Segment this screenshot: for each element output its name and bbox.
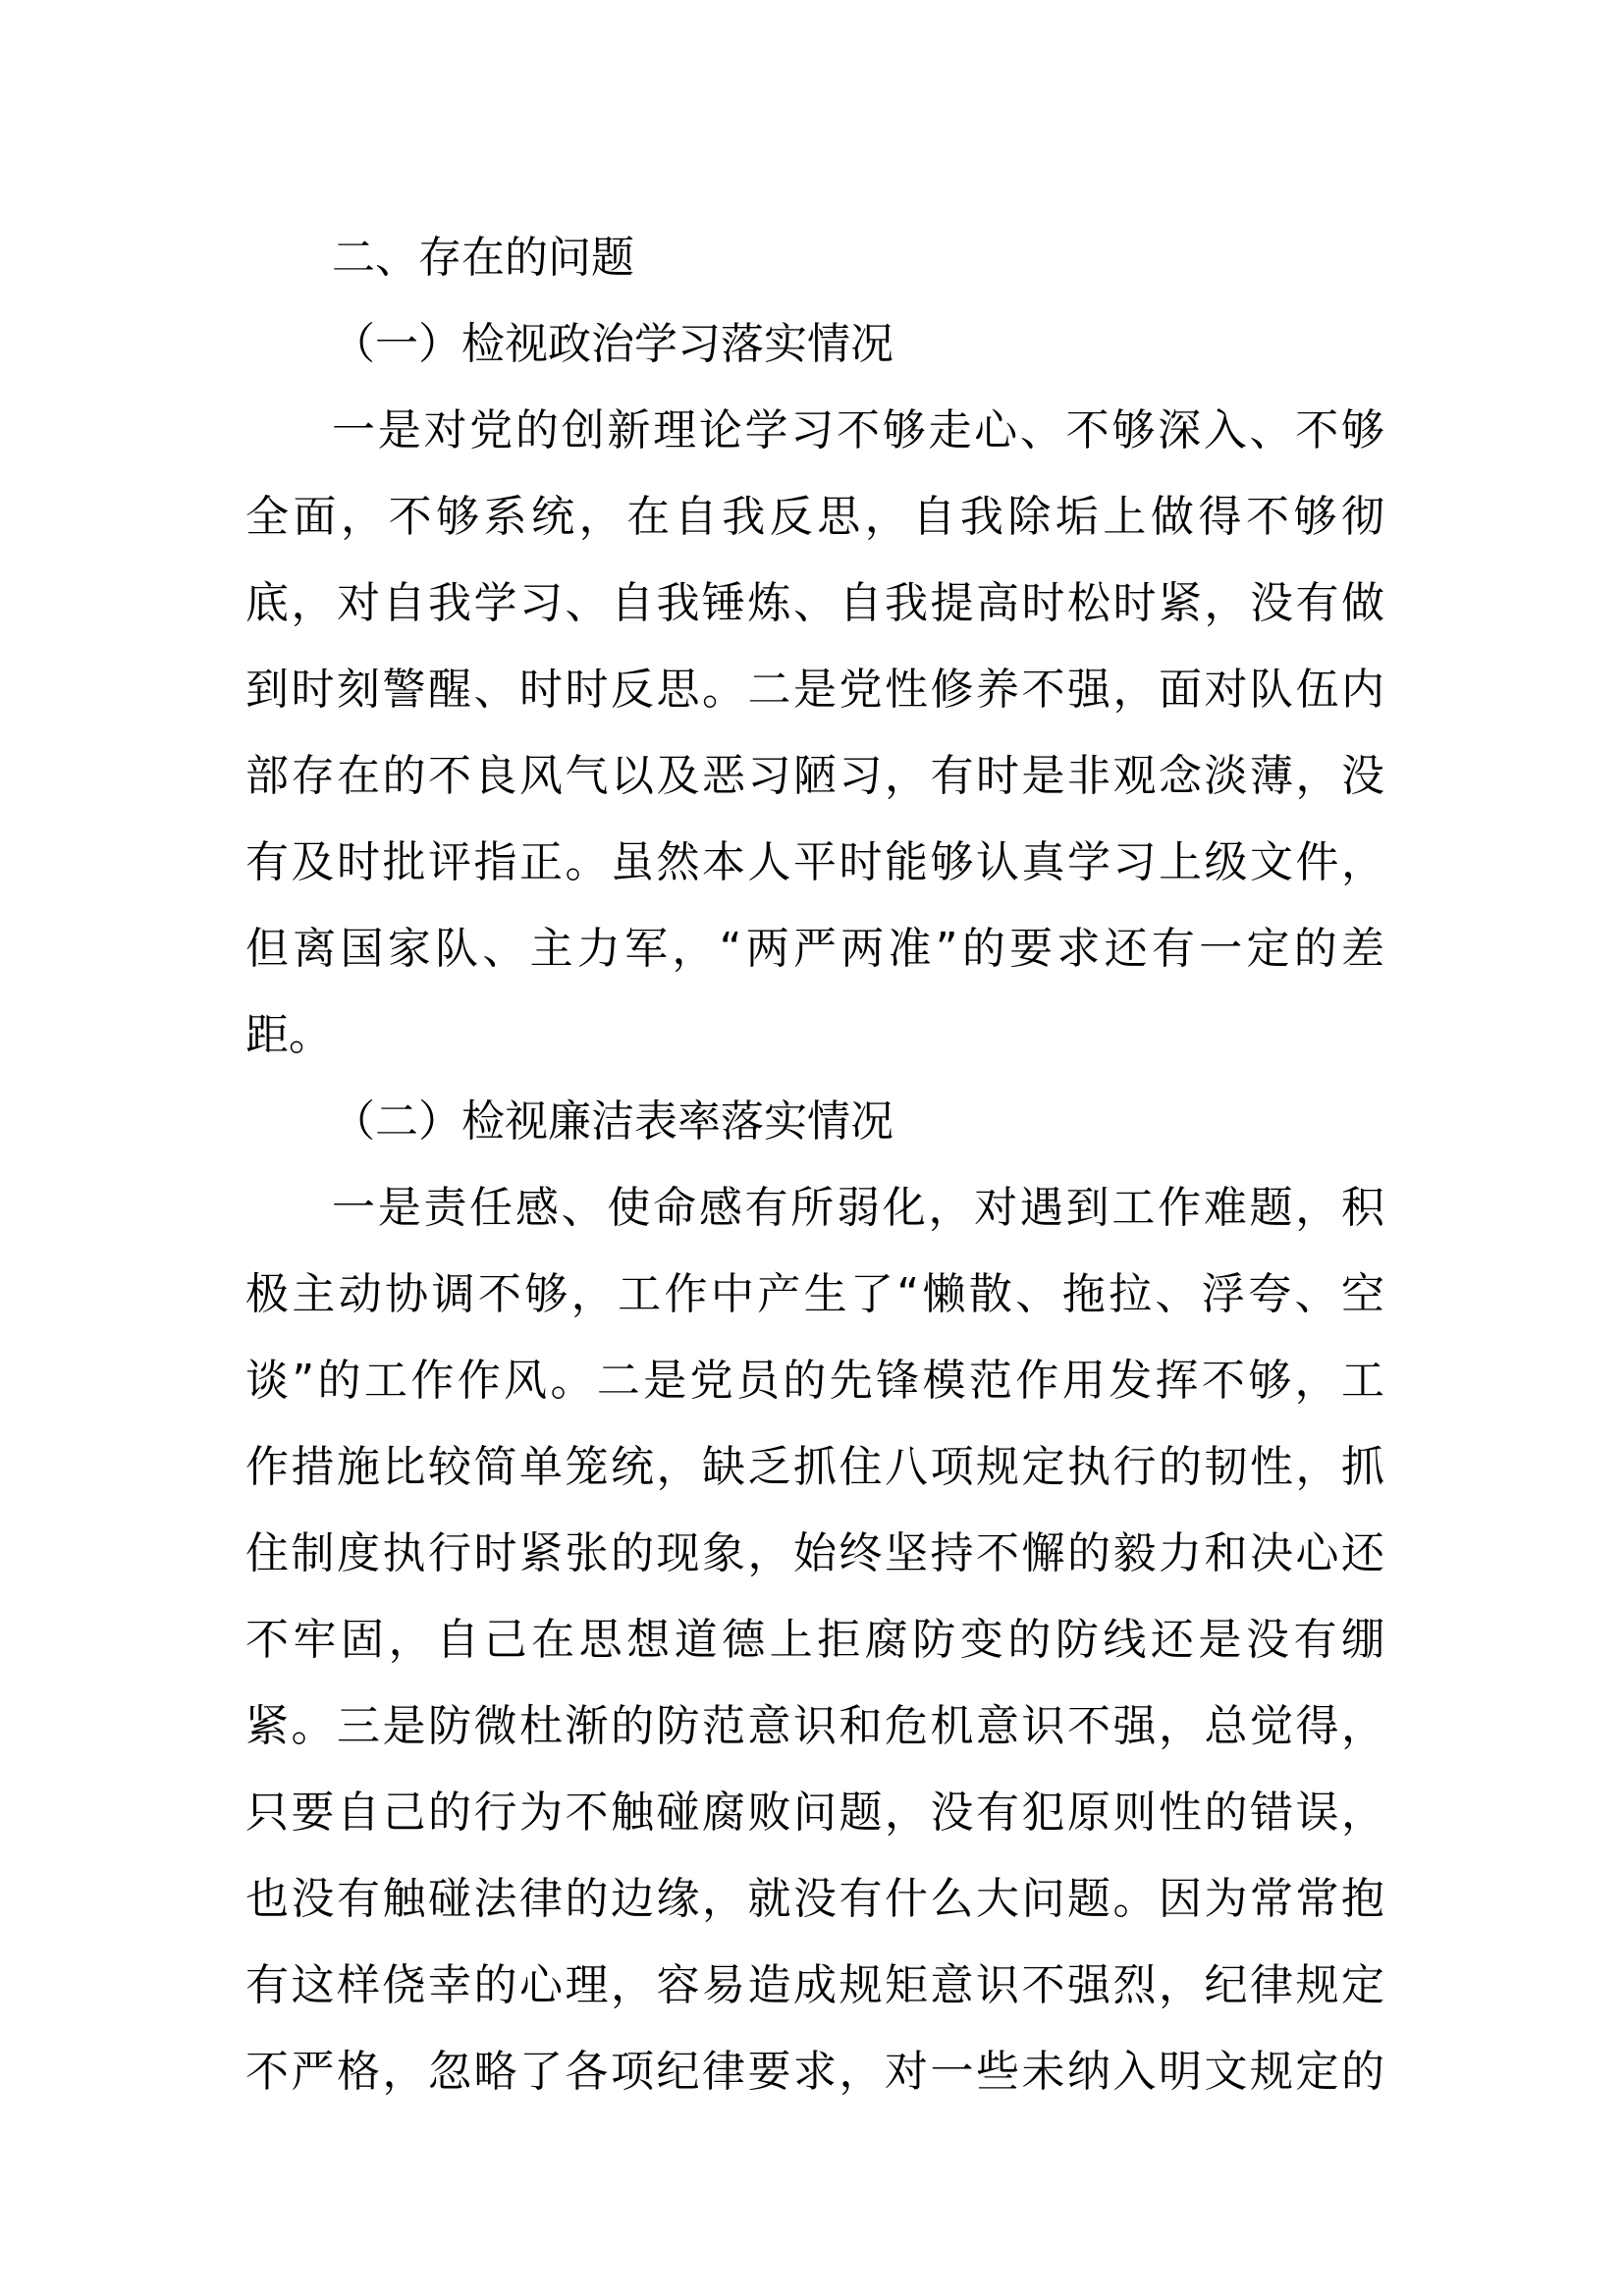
paragraph-1-line: 全面，不够系统，在自我反思，自我除垢上做得不够彻: [245, 492, 1384, 542]
paragraph-2-line: 紧。三是防微杜渐的防范意识和危机意识不强，总觉得，: [245, 1701, 1384, 1751]
paragraph-1-line: 有及时批评指正。虽然本人平时能够认真学习上级文件，: [245, 837, 1384, 887]
paragraph-1-line: 底，对自我学习、自我锤炼、自我提高时松时紧，没有做: [245, 578, 1384, 628]
paragraph-1-line: 距。: [245, 1010, 332, 1060]
subsection-2-title: （二）检视廉洁表率落实情况: [332, 1096, 893, 1147]
paragraph-2-line: 不牢固，自己在思想道德上拒腐防变的防线还是没有绷: [245, 1615, 1384, 1665]
paragraph-2-line: 有这样侥幸的心理，容易造成规矩意识不强烈，纪律规定: [245, 1960, 1384, 2010]
paragraph-2-line: 作措施比较简单笼统，缺乏抓住八项规定执行的韧性，抓: [245, 1442, 1384, 1492]
paragraph-1-line: 一是对党的创新理论学习不够走心、不够深入、不够: [332, 405, 1384, 455]
section-heading: 二、存在的问题: [332, 233, 634, 283]
paragraph-2-line: 只要自己的行为不触碰腐败问题，没有犯原则性的错误，: [245, 1788, 1384, 1838]
paragraph-2-line: 也没有触碰法律的边缘，就没有什么大问题。因为常常抱: [245, 1874, 1384, 1924]
paragraph-2-line: 极主动协调不够，工作中产生了“懒散、拖拉、浮夸、空: [245, 1269, 1384, 1319]
paragraph-1-line: 部存在的不良风气以及恶习陋习，有时是非观念淡薄，没: [245, 751, 1384, 801]
paragraph-2-line: 不严格，忽略了各项纪律要求，对一些未纳入明文规定的: [245, 2047, 1384, 2097]
paragraph-1-line: 到时刻警醒、时时反思。二是党性修养不强，面对队伍内: [245, 665, 1384, 715]
paragraph-1-line: 但离国家队、主力军，“两严两准”的要求还有一定的差: [245, 924, 1384, 974]
paragraph-2-line: 谈”的工作作风。二是党员的先锋模范作用发挥不够，工: [245, 1356, 1384, 1406]
paragraph-2-line: 住制度执行时紧张的现象，始终坚持不懈的毅力和决心还: [245, 1528, 1384, 1578]
subsection-1-title: （一）检视政治学习落实情况: [332, 319, 893, 369]
paragraph-2-line: 一是责任感、使命感有所弱化，对遇到工作难题，积: [332, 1183, 1384, 1233]
